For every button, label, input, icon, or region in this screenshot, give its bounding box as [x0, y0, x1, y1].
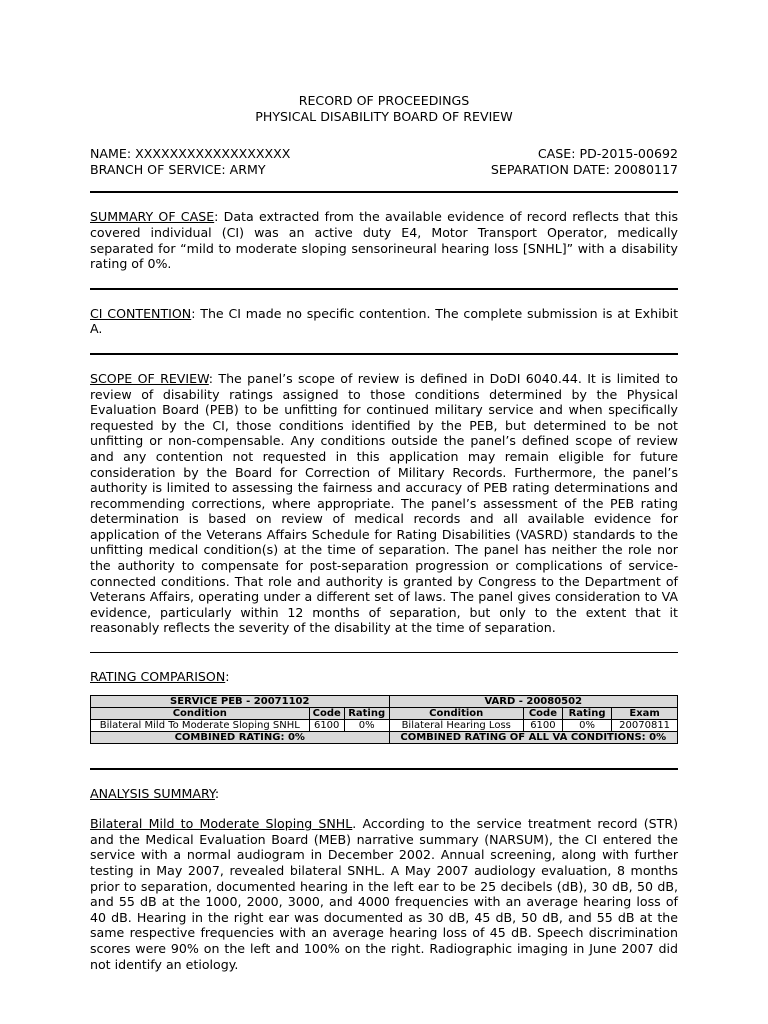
table-row: [91, 719, 678, 731]
va-header: VARD - 20080502: [389, 695, 677, 707]
name-field: NAME: XXXXXXXXXXXXXXXXXX: [90, 146, 291, 162]
title-line-2: PHYSICAL DISABILITY BOARD OF REVIEW: [255, 108, 513, 124]
col-header: Rating: [344, 707, 389, 719]
case-number: CASE: PD-2015-00692: [537, 146, 678, 162]
contention-text: : The CI made no specific contention. The complete submission is at Exhibit A.: [90, 305, 679, 337]
analysis-paragraph: [90, 816, 678, 972]
col-header: Condition: [91, 707, 310, 719]
case-info: [90, 146, 678, 177]
analysis-label: ANALYSIS SUMMARY: [90, 785, 215, 801]
peb-combined-rating: COMBINED RATING: 0%: [91, 731, 390, 743]
scope-of-review: [90, 371, 678, 636]
rating-label: RATING COMPARISON: [90, 669, 226, 685]
scope-label: SCOPE OF REVIEW: [90, 370, 209, 386]
separation-date: SEPARATION DATE: 20080117: [490, 161, 678, 177]
table-cell: Bilateral Hearing Loss: [389, 719, 523, 731]
table-cell: Bilateral Mild To Moderate Sloping SNHL: [91, 719, 310, 731]
analysis-text: . According to the service treatment record (STR) and the Medical Evaluation Board (MEB) narrative summary (NARSUM), the CI entered the service with a normal audiogram in December 2002. Annual screening, along with further testing in May 2007, revealed bilateral SNHL. A May 2007 audiology evaluation, 8 months prior to separation, documented hearing in the left ear to be 25 decibels (dB), 30 dB, 50 dB, and 55 dB at the 1000, 2000, 3000, and 4000 frequencies with an average hearing loss of 40 dB. Hearing in the right ear was documented as 30 dB, 45 dB, 50 dB, and 55 dB at the same respective frequencies with an average hearing loss of 45 dB. Speech discrimination scores were 90% on the left and 100% on the right. Radiographic imaging in June 2007 did not identify an etiology.: [90, 816, 678, 972]
col-header: Condition: [389, 707, 523, 719]
scope-text: : The panel’s scope of review is defined in DoDI 6040.44. It is limited to review of disability ratings assigned to those conditions determined by the Physical Evaluation Board (PEB) to be unfitting for continued military service and when specifically requested by the CI, those conditions identified by the PEB, but determined to be not unfitting or non-compensable. Any conditions outside the panel’s defined scope of review and any contention not requested in this application may remain eligible for future consideration by the Board for Correction of Military Records. Furthermore, the panel’s authority is limited to assessing the fairness and accuracy of PEB rating determinations and recommending corrections, where appropriate. The panel’s assessment of the PEB rating determination is based on review of medical records and all available evidence for application of the Veterans Affairs Schedule for Rating Disabilities (VASRD) standards to the unfitting medical condition(s) at the time of separation. The panel has neither the role nor the authority to compensate for post-separation progression or complications of service-connected conditions. That role and authority is granted by Congress to the Department of Veterans Affairs, operating under a different set of laws. The panel gives consideration to VA evidence, particularly within 12 months of separation, but only to the extent that it reasonably reflects the severity of the disability at the time of separation.: [90, 370, 679, 636]
col-header: Code: [523, 707, 562, 719]
peb-header: SERVICE PEB - 20071102: [91, 695, 390, 707]
va-combined-rating: COMBINED RATING OF ALL VA CONDITIONS: 0%: [389, 731, 677, 743]
document-title: [90, 93, 678, 124]
rating-suffix: :: [225, 669, 230, 685]
analysis-suffix: :: [214, 785, 220, 801]
summary-label: SUMMARY OF CASE: [90, 209, 215, 225]
summary-of-case: [90, 209, 678, 271]
document-body: [90, 93, 678, 972]
table-cell: 0%: [562, 719, 611, 731]
table-cell: 20070811: [612, 719, 678, 731]
col-header: Rating: [562, 707, 611, 719]
table-cell: 6100: [523, 719, 562, 731]
table-cell: 6100: [309, 719, 344, 731]
table-cell: 0%: [344, 719, 389, 731]
col-header: Code: [309, 707, 344, 719]
contention-label: CI CONTENTION: [90, 305, 192, 321]
condition-label: Bilateral Mild to Moderate Sloping SNHL: [90, 816, 353, 832]
rating-comparison-heading: [90, 669, 678, 685]
summary-text: : Data extracted from the available evidence of record reflects that this covered individual (CI) was an active duty E4, Motor Transport Operator, medically separated for “mild to moderate sloping sensorineural hearing loss [SNHL]” with a disability rating of 0%.: [90, 209, 678, 272]
branch-of-service: BRANCH OF SERVICE: ARMY: [90, 161, 266, 177]
rating-comparison-table: [90, 695, 678, 744]
ci-contention: [90, 306, 678, 337]
col-header: Exam: [612, 707, 678, 719]
title-line-1: RECORD OF PROCEEDINGS: [298, 93, 470, 108]
analysis-summary-heading: [90, 786, 678, 802]
